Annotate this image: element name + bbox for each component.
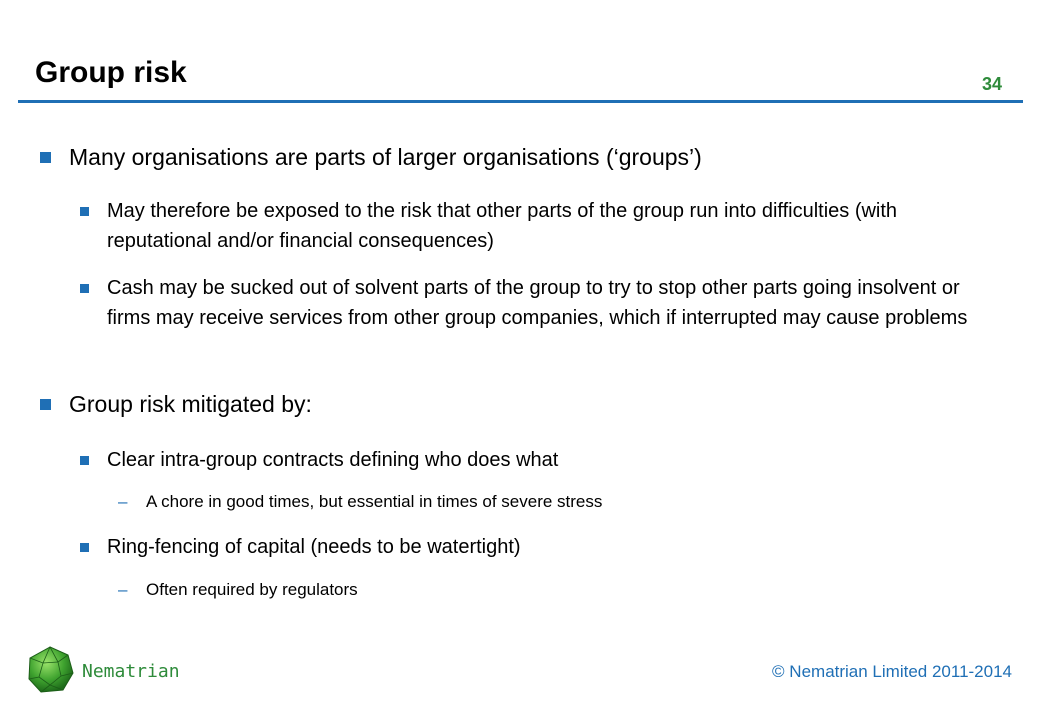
dash-bullet-icon: – (118, 492, 128, 511)
square-bullet-icon (40, 399, 51, 410)
bullet-text: May therefore be exposed to the risk that other parts of the group run into difficulties (with reputational and/or financial consequences) (107, 200, 898, 252)
copyright-notice: © Nematrian Limited 2011-2014 (772, 662, 1012, 681)
bullet-text: Often required by regulators (146, 580, 358, 599)
bullet-text: Ring-fencing of capital (needs to be watertight) (107, 536, 521, 558)
bullet-item (40, 142, 1000, 172)
square-bullet-icon (80, 456, 89, 465)
brand-name: Nematrian (82, 661, 180, 682)
green-polyhedron-logo-icon (25, 645, 75, 695)
dash-bullet-icon: – (118, 580, 128, 599)
square-bullet-icon (80, 543, 89, 552)
square-bullet-icon (40, 152, 51, 163)
bullet-item (40, 389, 1000, 419)
sub-bullet-item (118, 489, 978, 515)
slide-number: 34 (981, 74, 1002, 94)
bullet-text: Cash may be sucked out of solvent parts of the group to try to stop other parts going insolvent or firms may receive services from other group companies, which if interrupted may cause problems (107, 277, 968, 329)
slide-title: Group risk (35, 56, 187, 89)
bullet-text: Group risk mitigated by: (69, 391, 312, 417)
bullet-text: A chore in good times, but essential in times of severe stress (146, 492, 603, 511)
bullet-item (80, 445, 980, 475)
bullet-text: Many organisations are parts of larger organisations (‘groups’) (69, 144, 702, 170)
square-bullet-icon (80, 284, 89, 293)
bullet-text: Clear intra-group contracts defining who does what (107, 449, 559, 471)
bullet-item (80, 273, 992, 333)
bullet-item (80, 196, 960, 256)
bullet-item (80, 532, 980, 562)
square-bullet-icon (80, 207, 89, 216)
sub-bullet-item (118, 577, 978, 603)
